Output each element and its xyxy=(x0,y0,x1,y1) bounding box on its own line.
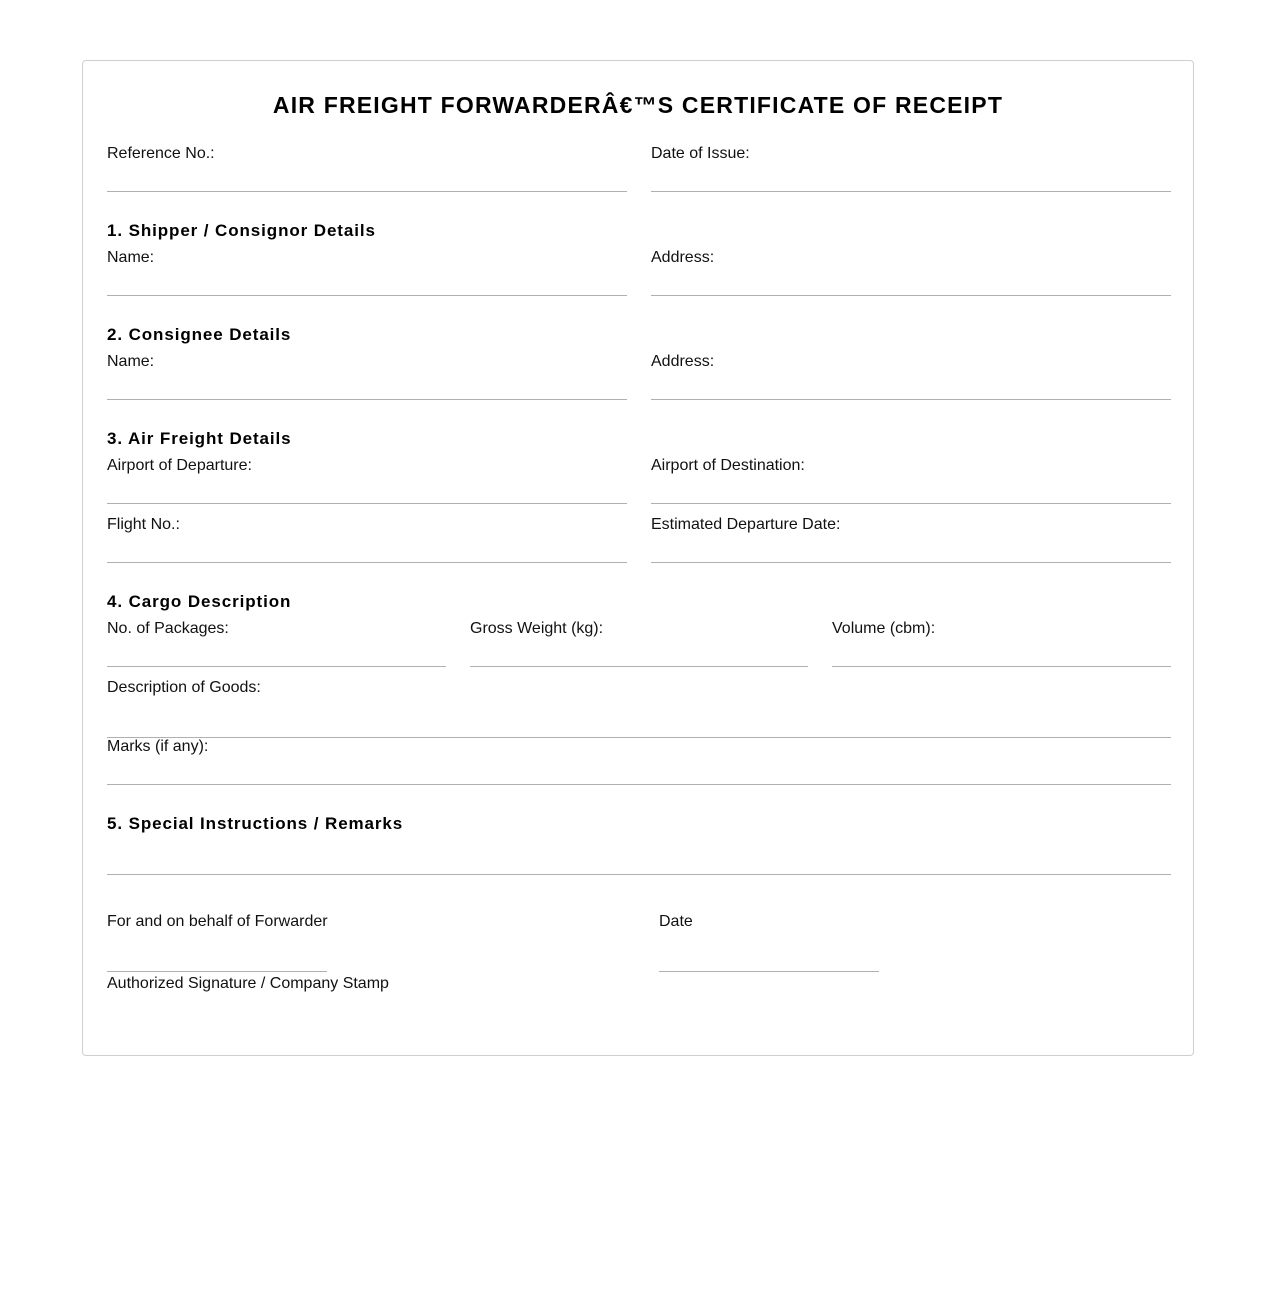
signature-date-field[interactable] xyxy=(659,971,879,972)
reference-no-field[interactable] xyxy=(107,191,627,192)
goods-description-field[interactable] xyxy=(107,737,1171,738)
gross-weight-label: Gross Weight (kg): xyxy=(470,620,604,637)
date-of-issue-label: Date of Issue: xyxy=(651,145,750,162)
packages-label: No. of Packages: xyxy=(107,620,229,637)
shipper-name-field[interactable] xyxy=(107,295,627,296)
flight-no-label: Flight No.: xyxy=(107,516,180,533)
certificate-form xyxy=(82,60,1194,1056)
consignee-name-field[interactable] xyxy=(107,399,627,400)
marks-label: Marks (if any): xyxy=(107,738,209,755)
forwarder-behalf-label: For and on behalf of Forwarder xyxy=(107,913,328,930)
shipper-name-label: Name: xyxy=(107,249,155,266)
packages-field[interactable] xyxy=(107,666,446,667)
consignee-address-label: Address: xyxy=(651,353,715,370)
volume-field[interactable] xyxy=(832,666,1171,667)
departure-airport-label: Airport of Departure: xyxy=(107,457,252,474)
remarks-section-heading: 5. Special Instructions / Remarks xyxy=(107,814,404,833)
gross-weight-field[interactable] xyxy=(470,666,808,667)
consignee-address-field[interactable] xyxy=(651,399,1171,400)
est-departure-date-field[interactable] xyxy=(651,562,1171,563)
shipper-section-heading: 1. Shipper / Consignor Details xyxy=(107,221,376,240)
volume-label: Volume (cbm): xyxy=(832,620,936,637)
signature-caption: Authorized Signature / Company Stamp xyxy=(107,975,389,992)
date-of-issue-field[interactable] xyxy=(651,191,1171,192)
cargo-section-heading: 4. Cargo Description xyxy=(107,592,292,611)
flight-no-field[interactable] xyxy=(107,562,627,563)
goods-description-label: Description of Goods: xyxy=(107,679,261,696)
destination-airport-label: Airport of Destination: xyxy=(651,457,805,474)
marks-field[interactable] xyxy=(107,784,1171,785)
destination-airport-field[interactable] xyxy=(651,503,1171,504)
consignee-name-label: Name: xyxy=(107,353,155,370)
reference-no-label: Reference No.: xyxy=(107,145,215,162)
signature-line[interactable] xyxy=(107,971,327,972)
shipper-address-field[interactable] xyxy=(651,295,1171,296)
shipper-address-label: Address: xyxy=(651,249,715,266)
document-title: AIR FREIGHT FORWARDERÂ€™S CERTIFICATE OF RECEIPT xyxy=(272,92,1004,118)
remarks-field[interactable] xyxy=(107,874,1171,875)
est-departure-date-label: Estimated Departure Date: xyxy=(651,516,841,533)
departure-airport-field[interactable] xyxy=(107,503,627,504)
consignee-section-heading: 2. Consignee Details xyxy=(107,325,292,344)
signature-date-label: Date xyxy=(659,913,693,930)
freight-section-heading: 3. Air Freight Details xyxy=(107,429,292,448)
